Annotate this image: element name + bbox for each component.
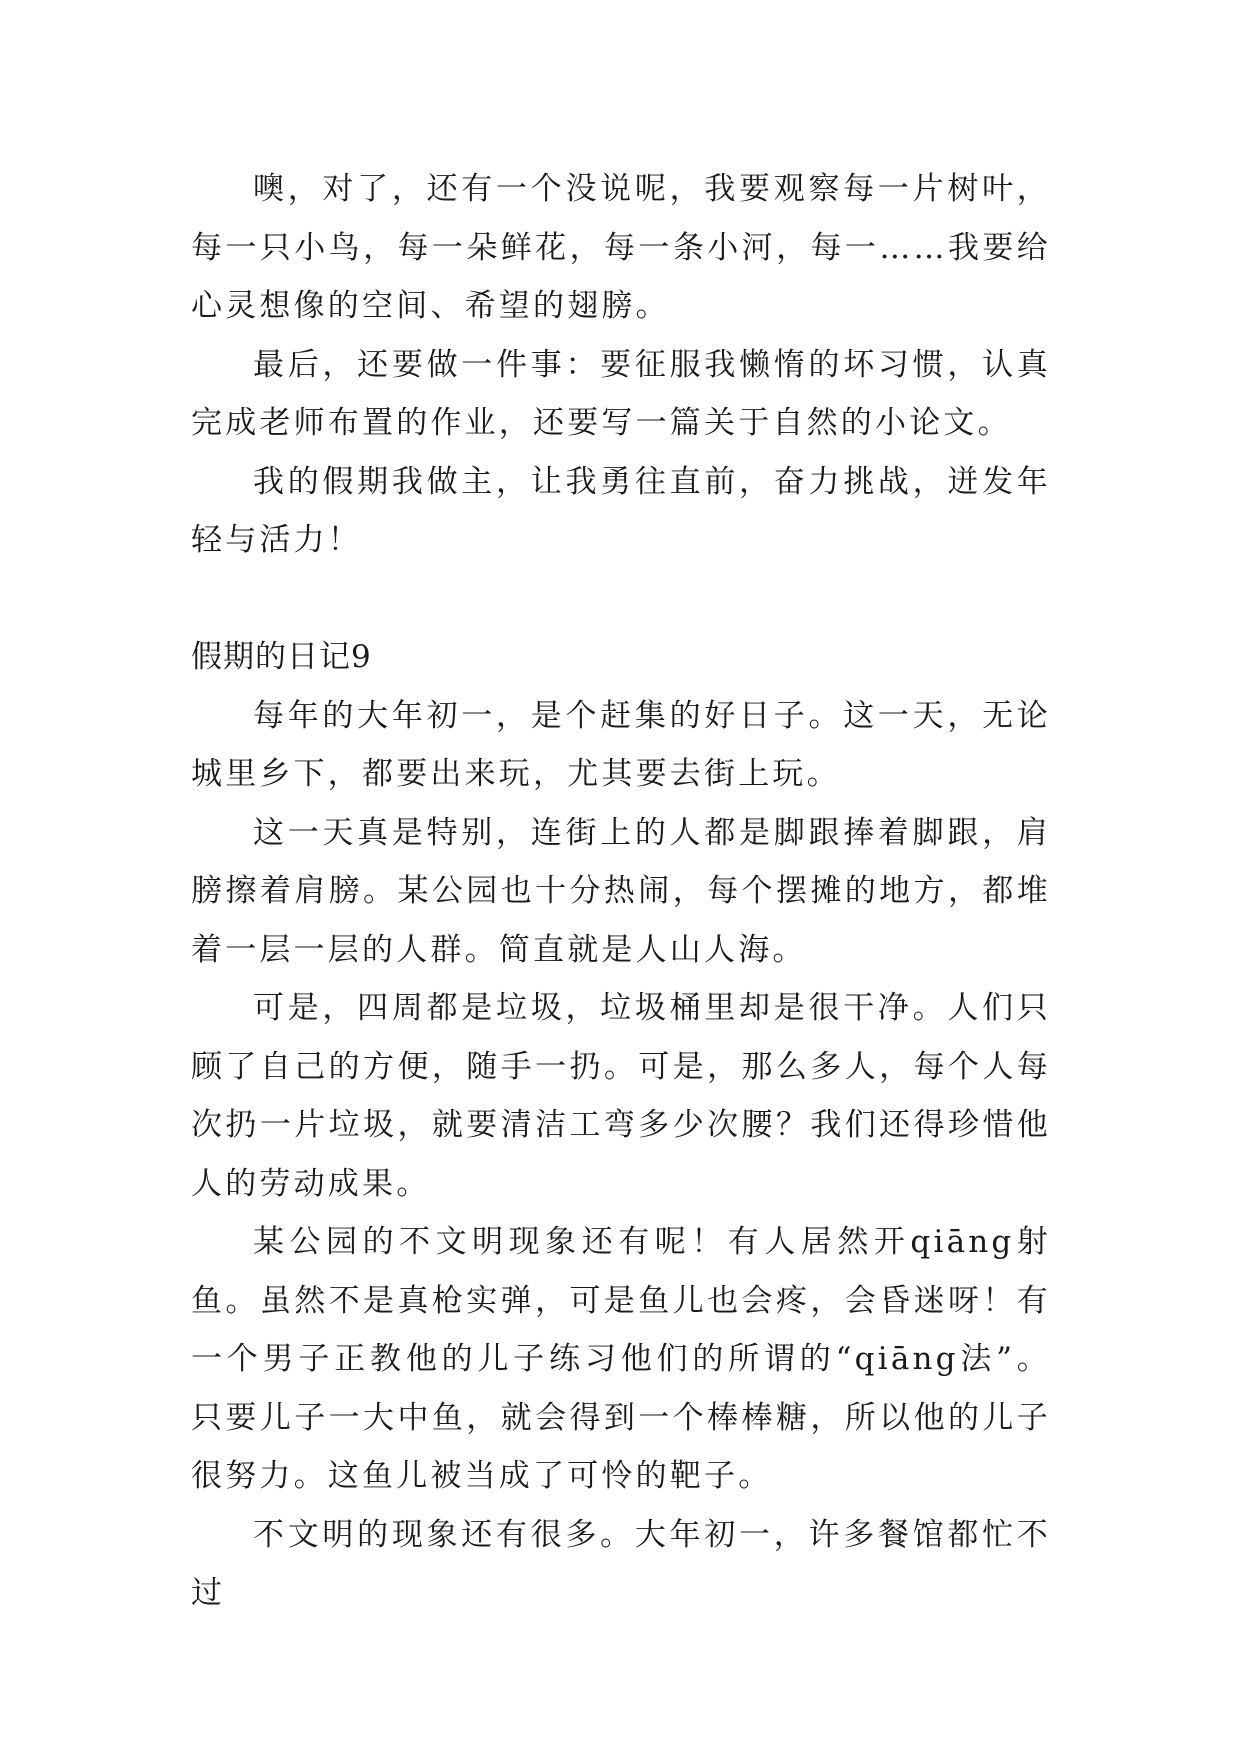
section-gap [191, 570, 1051, 629]
paragraph: 最后，还要做一件事：要征服我懒惰的坏习惯，认真完成老师布置的作业，还要写一篇关于自然的小论文。 [191, 346, 1051, 441]
paragraph: 可是，四周都是垃圾，垃圾桶里却是很干净。人们只顾了自己的方便，随手一扔。可是，那么多人，每个人每次扔一片垃圾，就要清洁工弯多少次腰？我们还得珍惜他人的劳动成果。 [191, 990, 1051, 1202]
article-title: 假期的日记9 [191, 639, 372, 675]
paragraph: 这一天真是特别，连街上的人都是脚跟捧着脚跟，肩膀擦着肩膀。某公园也十分热闹，每个摆摊的地方，都堆着一层一层的人群。简直就是人山人海。 [191, 814, 1051, 968]
paragraph: 每年的大年初一，是个赶集的好日子。这一天，无论城里乡下，都要出来玩，尤其要去街上玩。 [191, 697, 1051, 792]
paragraph: 噢，对了，还有一个没说呢，我要观察每一片树叶，每一只小鸟，每一朵鲜花，每一条小河，每一……我要给心灵想像的空间、希望的翅膀。 [191, 171, 1051, 324]
paragraph: 某公园的不文明现象还有呢！有人居然开qiāng射鱼。虽然不是真枪实弹，可是鱼儿也会疼，会昏迷呀！有一个男子正教他的儿子练习他们的所谓的“qiāng法”。只要儿子一大中鱼，就会得到一个棒棒糖，所以他的儿子很努力。这鱼儿被当成了可怜的靶子。 [191, 1224, 1051, 1494]
document-body [191, 160, 1051, 1623]
paragraph: 我的假期我做主，让我勇往直前，奋力挑战，迸发年轻与活力！ [191, 463, 1051, 558]
paragraph: 不文明的现象还有很多。大年初一，许多餐馆都忙不过 [191, 1516, 1051, 1611]
